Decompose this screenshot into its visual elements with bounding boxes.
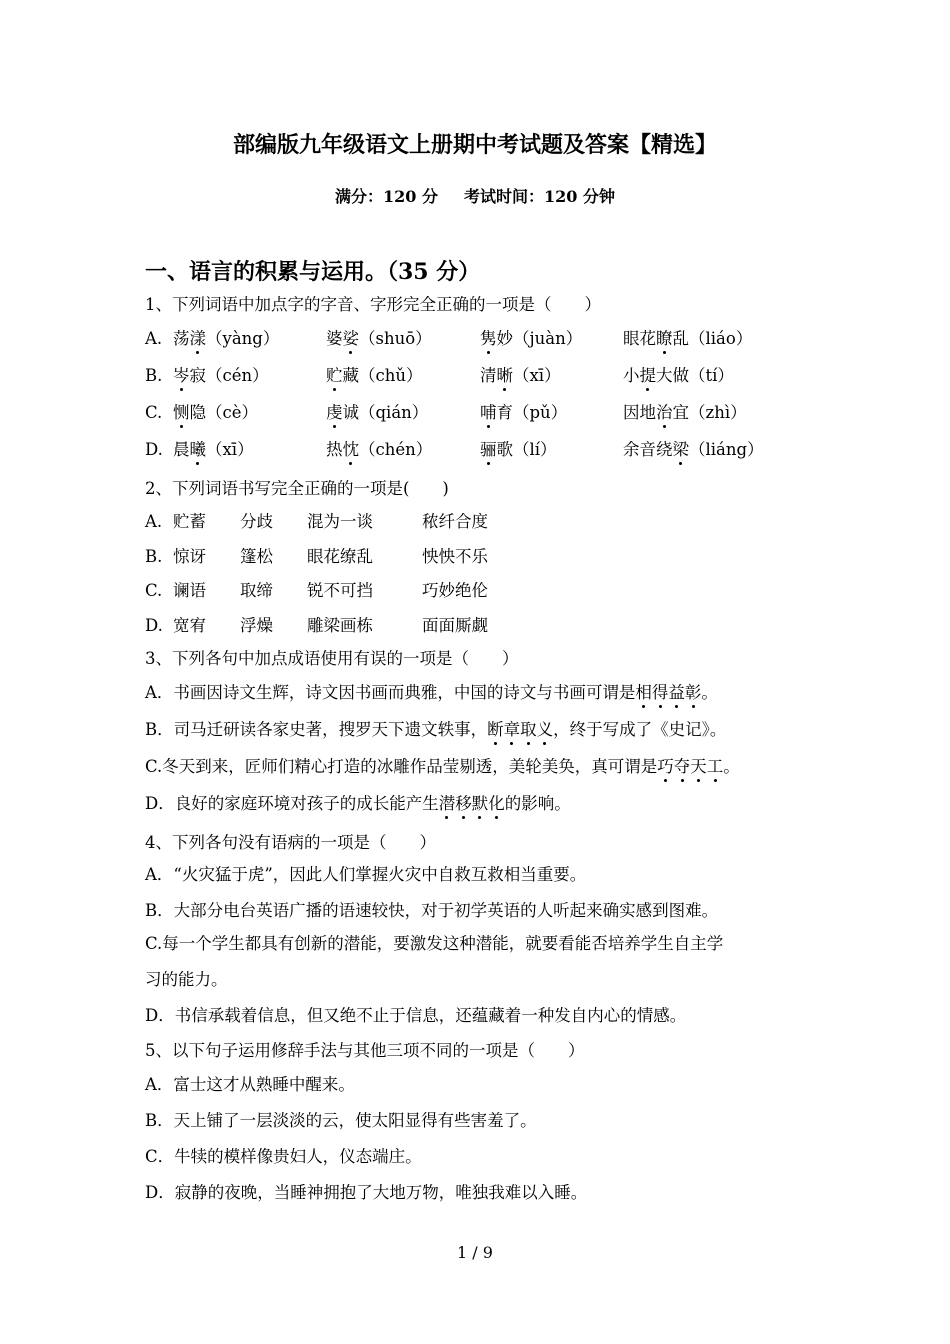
word-item: 惊讶 [173,547,206,566]
option-text: ，终于写成了《史记》。 [553,720,727,739]
word-text: （yàng） [206,329,280,348]
word-text: （xī） [513,366,561,385]
dotted-char: 工 [707,755,724,779]
option-text: 的影响。 [504,794,571,813]
word-text: （xī） [206,440,254,459]
dotted-char: 巧 [657,755,674,779]
word-text: （shuō） [359,329,432,348]
option-text: B．司马迁研读各家史著，搜罗天下遗文轶事， [145,720,488,739]
page-number: 1 / 9 [457,1243,493,1262]
word-text: 大做（tí） [656,366,734,385]
question-4-option-c: C.每一个学生都具有创新的潜能，要激发这种潜能，就要看能否培养学生自主学 [145,934,724,953]
dotted-char: 潜 [439,792,456,816]
question-4-option-d: D．书信承载着信息，但又绝不止于信息，还蕴藏着一种发自内心的情感。 [145,1006,687,1025]
word-item [326,438,432,462]
option-label: B. [145,366,163,385]
section-heading: 一、语言的积累与运用。（35 分） [145,259,481,285]
word-item [480,364,561,388]
option-text: 。 [723,757,740,776]
word-text: 隐（cè） [189,403,259,422]
dotted-char: 义 [537,718,554,742]
dotted-char: 取 [520,718,537,742]
dotted-char: 章 [504,718,521,742]
dotted-char: 默 [472,792,489,816]
question-4-option-a: A．“火灾猛于虎”，因此人们掌握火灾中自救互救相当重要。 [145,865,587,884]
word-item: 宽宥 [173,616,206,635]
question-3-option [145,755,740,779]
word-text: 因地 [623,403,656,422]
word-item [173,401,258,425]
option-text: A．书画因诗文生辉，诗文因书画而典雅，中国的诗文与书画可谓是 [145,683,636,702]
option-label: B. [145,547,163,566]
option-text: C.冬天到来，匠师们精心打造的冰雕作品莹剔透，美轮美奂，真可谓是 [145,757,658,776]
dotted-char: 得 [652,681,669,705]
word-item [480,438,557,462]
word-text: 小 [623,366,640,385]
dotted-char: 贮 [326,364,343,388]
word-text: 余音绕 [623,440,673,459]
word-item [326,401,428,425]
option-label: D. [145,440,163,459]
word-item [173,327,279,351]
word-item: 取缔 [240,581,273,600]
word-item: 怏怏不乐 [422,547,488,566]
word-text: 荡 [173,329,190,348]
word-text: 乱（liáo） [672,329,753,348]
dotted-char: 隽 [480,327,497,351]
word-item: 分歧 [240,512,273,531]
dotted-char: 漾 [190,327,207,351]
word-text: 藏（chǔ） [342,366,423,385]
dotted-char: 化 [488,792,505,816]
word-item [480,327,582,351]
exam-time: 考试时间：120 分钟 [464,187,615,206]
exam-info [0,184,950,207]
document-title: 部编版九年级语文上册期中考试题及答案【精选】 [232,132,717,158]
word-text: 热 [326,440,343,459]
dotted-char: 骊 [480,438,497,462]
dotted-char: 曦 [190,438,207,462]
dotted-char: 益 [668,681,685,705]
dotted-char: 夺 [674,755,691,779]
question-4-option-b: B．大部分电台英语广播的语速较快，对于初学英语的人听起来确实感到图难。 [145,901,719,920]
word-item: 雕梁画栋 [307,616,373,635]
word-text: 育（pǔ） [496,403,568,422]
word-text: 寂（cén） [189,366,269,385]
word-text: 宜（zhì） [672,403,747,422]
question-5-option-a: A．富士这才从熟睡中醒来。 [145,1075,355,1094]
dotted-char: 相 [635,681,652,705]
word-item: 锐不可挡 [307,581,373,600]
word-item [326,364,423,388]
word-item: 巧妙绝伦 [422,581,488,600]
dotted-char: 彰 [685,681,702,705]
option-text: 。 [701,683,718,702]
dotted-char: 哺 [480,401,497,425]
dotted-char: 娑 [343,327,360,351]
word-text: 歌（lí） [496,440,557,459]
question-5-option-b: B．天上铺了一层淡淡的云，使太阳显得有些害羞了。 [145,1111,537,1130]
question-5-option-c: C．牛犊的模样像贵妇人，仪态端庄。 [145,1147,422,1166]
word-item: 混为一谈 [307,512,373,531]
word-text: 清 [480,366,497,385]
word-item [173,438,254,462]
question-3-option [145,792,571,816]
word-item [623,401,747,425]
option-label: A. [145,512,163,531]
option-label: C. [145,403,163,422]
dotted-char: 移 [455,792,472,816]
word-item [623,327,752,351]
question-4-option-c-cont: 习的能力。 [145,970,228,989]
dotted-char: 虔 [326,401,343,425]
question-1-stem: 1、下列词语中加点字的字音、字形完全正确的一项是（ ） [145,295,601,314]
dotted-char: 瞭 [656,327,673,351]
dotted-char: 治 [656,401,673,425]
word-text: 晨 [173,440,190,459]
word-item: 篷松 [240,547,273,566]
word-text: （liáng） [689,440,764,459]
question-5-stem: 5、以下句子运用修辞手法与其他三项不同的一项是（ ） [145,1041,585,1060]
option-label: D. [145,616,163,635]
word-item [326,327,432,351]
word-item: 秾纤合度 [422,512,488,531]
word-item [623,438,764,462]
word-item: 眼花缭乱 [307,547,373,566]
dotted-char: 梁 [673,438,690,462]
question-4-stem: 4、下列各句没有语病的一项是（ ） [145,833,436,852]
question-5-option-d: D．寂静的夜晚，当睡神拥抱了大地万物，唯独我难以入睡。 [145,1183,588,1202]
word-item [623,364,734,388]
word-item: 贮蓄 [173,512,206,531]
dotted-char: 天 [690,755,707,779]
option-label: A. [145,329,163,348]
word-item [173,364,269,388]
dotted-char: 断 [487,718,504,742]
dotted-char: 提 [640,364,657,388]
question-3-stem: 3、下列各句中加点成语使用有误的一项是（ ） [145,649,519,668]
option-text: D．良好的家庭环境对孩子的成长能产生 [145,794,439,813]
word-text: 妙（juàn） [496,329,583,348]
question-2-stem: 2、下列词语书写完全正确的一项是( ) [145,479,449,498]
word-text: 眼花 [623,329,656,348]
word-text: （chén） [359,440,433,459]
dotted-char: 恻 [173,401,190,425]
question-3-option [145,718,726,742]
full-score: 满分：120 分 [335,187,438,206]
question-3-option [145,681,718,705]
dotted-char: 岑 [173,364,190,388]
dotted-char: 晰 [497,364,514,388]
word-item: 浮燥 [240,616,273,635]
word-text: 诚（qián） [342,403,429,422]
option-label: C. [145,581,163,600]
word-item: 谰语 [173,581,206,600]
word-text: 婆 [326,329,343,348]
word-item [480,401,567,425]
dotted-char: 忱 [343,438,360,462]
word-item: 面面厮觑 [422,616,488,635]
